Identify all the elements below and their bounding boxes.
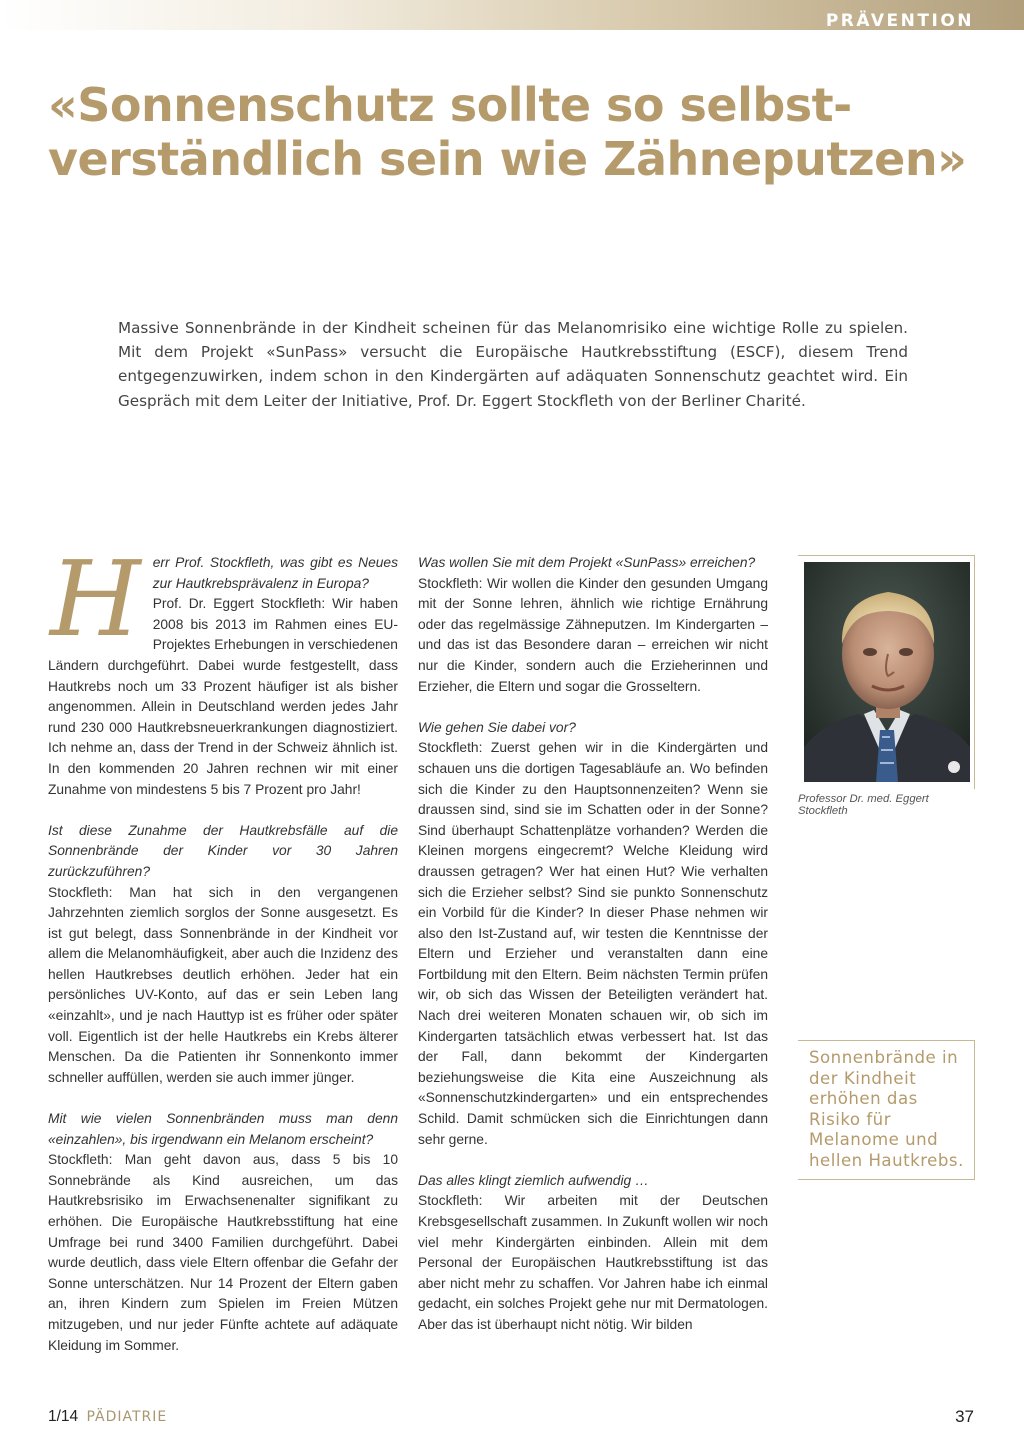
page-number: 37: [955, 1407, 974, 1426]
interview-speaker: Stockfleth:: [418, 740, 483, 756]
interview-question: Was wollen Sie mit dem Projekt «SunPass» erreichen?: [418, 555, 756, 570]
photo-caption: Professor Dr. med. Eggert Stockfleth: [798, 793, 929, 817]
article-title-line-2: verständlich sein wie Zähneputzen»: [48, 132, 967, 186]
article-title: [48, 78, 988, 186]
interview-speaker: Prof. Dr. Eggert Stockfleth:: [152, 596, 326, 612]
portrait-illustration: [804, 562, 970, 782]
interview-answer: Man hat sich in den vergangenen Jahrzehnten ziemlich sorglos der Sonne ausgesetzt. Es ist gut belegt, dass Sonnenbrände in der Kindheit vor allem die Melanomhäufigkeit, aber auch die Inzidenz des hellen Hautkrebses deutlich erhöhen. Jeder hat ein persönliches UV-Konto, auf das er sein Leben lang «einzahlt», und je nach Hauttyp ist es früher oder später voll. Eigentlich ist der helle Hautkrebs ein Krebs älterer Menschen. Da die Patienten ihr Sonnenkonto immer schneller auffüllen, werden sie auch immer jünger.: [48, 884, 399, 1085]
interview-block-6: [418, 1171, 768, 1336]
text-column-2: [418, 553, 768, 1356]
interview-speaker: Stockfleth:: [48, 1152, 113, 1168]
issue-number: 1/14: [48, 1408, 79, 1425]
portrait-frame: [798, 555, 975, 789]
portrait-photo: [804, 562, 970, 782]
article-lead: Massive Sonnenbrände in der Kindheit scheinen für das Melanomrisiko eine wichtige Rolle zu spielen. Mit dem Projekt «SunPass» versucht die Europäische Hautkrebsstiftung (ESCF), diesem Trend entgegenzuwirken, indem schon in den Kindergärten auf adäquaten Sonnenschutz geachtet wird. Ein Gespräch mit dem Leiter der Initiative, Prof. Dr. Eggert Stockfleth von der Berliner Charité.: [118, 319, 908, 410]
interview-speaker: Stockfleth:: [48, 884, 113, 900]
interview-answer: Man geht davon aus, dass 5 bis 10 Sonnebrände als Kind ausreichen, um das Hautkrebsrisiko im Erwachsenenalter signifikant zu erhöhen. Die Europäische Hautkrebsstiftung hat eine Umfrage bei rund 3400 Familien durchgeführt. Dabei wurde deutlich, dass viele Eltern offenbar die Gefahr der Sonne unterschätzen. Nur 14 Prozent der Eltern gaben an, ihren Kindern zum Spielen im Freien Mützen mitzugeben, und nur jeder Fünfte achtete auf adäquate Kleidung im Sommer.: [48, 1152, 398, 1353]
text-column-1: [48, 538, 399, 1377]
pull-quote-box: [798, 1040, 975, 1180]
interview-answer: Zuerst gehen wir in die Kindergärten und schauen uns die dortigen Tagesabläufe an. Wo befinden sich die Kinder zu den Hauptsonnenzeiten? Wenn sie draussen sind, sind sie im Schatten oder in der Sonne? Sind überhaupt Schattenplätze vorhanden? Werden die Kleinen morgens eingecremt? Welche Kleidung wird draussen getragen? Wer hat einen Hut? Wie verhalten sich die Erzieher selbst? Sind sie punkto Sonnenschutz ein Vorbild für die Kinder? In dieser Phase nehmen wir also den Ist-Zustand auf, wir testen die Kenntnisse der Eltern und Erzieher und veranstalten dann eine Fortbildung mit den Eltern. Beim nächsten Termin prüfen wir, ob sich das Wissen der Beteiligten verändert hat. Nach drei weiteren Monaten schauen wir, ob sich im Kindergarten tatsächlich etwas verbessert hat. Ist das der Fall, dann bekommt der Kindergarten beziehungsweise die Kita eine Auszeichnung als «Sonnenschutzkindergarten» und ein entsprechendes Schild. Damit schmücken sich die Einrichtungen dann sehr gerne.: [418, 740, 768, 1147]
interview-question: Wie gehen Sie dabei vor?: [418, 719, 576, 735]
interview-block-3: [48, 1109, 398, 1356]
interview-answer: Wir arbeiten mit der Deutschen Krebsgesellschaft zusammen. In Zukunft wollen wir noch viel mehr Kindergärten einbinden. Allein mit dem Personal der Europäischen Hautkrebsstiftung ist das aber nicht mehr zu schaffen. Vor Jahren habe ich einmal gedacht, ein solches Projekt gehe nur mit Dermatologen. Aber das ist überhaupt nicht nötig. Wir bilden: [418, 1193, 768, 1332]
interview-answer: Wir wollen die Kinder den gesunden Umgang mit der Sonne lehren, ähnlich wie richtige Ernährung oder das regelmässige Zähneputzen. Im Kindergarten – und das ist das Besondere daran – erreichen wir nicht nur die Kinder, sondern auch die Erzieherinnen und Erzieher, die Eltern und sogar die Grosseltern.: [418, 575, 768, 694]
pull-quote-text: Sonnenbrände in der Kindheit erhöhen das Risiko für Melanome und hellen Hautkrebs.: [809, 1048, 964, 1170]
interview-speaker: Stockfleth:: [418, 575, 483, 591]
interview-block-2: [48, 821, 398, 1089]
interview-question: Ist diese Zunahme der Hautkrebsfälle auf die Sonnenbrände der Kinder vor 30 Jahren zurückzuführen?: [48, 822, 398, 879]
interview-block-1: [48, 538, 398, 800]
drop-cap: H: [50, 538, 141, 660]
magazine-name: PÄDIATRIE: [86, 1409, 168, 1425]
interview-answer: Wir haben 2008 bis 2013 im Rahmen eines EU-Projektes Erhebungen in verschiedenen Ländern durchgeführt. Dabei wurde festgestellt, dass Hautkrebs noch um 33 Prozent häufiger ist als bisher angenommen. Allein in Deutschland werden jedes Jahr rund 230 000 Hautkrebsneuerkrankungen diagnostiziert. Ich nehme an, dass der Trend in der Schweiz ähnlich ist. In den kommenden 20 Jahren rechnen wir mit einer Zunahme von mindestens 5 bis 7 Prozent pro Jahr!: [48, 596, 398, 797]
section-label: PRÄVENTION: [825, 11, 974, 31]
interview-question: Das alles klingt ziemlich aufwendig …: [418, 1172, 649, 1188]
article-title-line-1: «Sonnenschutz sollte so selbst-: [48, 78, 852, 132]
interview-block-5: [418, 718, 768, 1150]
interview-block-4: [418, 553, 768, 697]
section-header-bar: [0, 0, 1024, 30]
interview-speaker: Stockfleth:: [418, 1193, 483, 1209]
footer-issue: [48, 1408, 167, 1426]
interview-question: Mit wie vielen Sonnenbränden muss man denn «einzahlen», bis irgendwann ein Melanom erscheint?: [48, 1111, 398, 1147]
interview-question: err Prof. Stockfleth, was gibt es Neues zur Hautkrebsprävalenz in Europa?: [152, 555, 398, 591]
